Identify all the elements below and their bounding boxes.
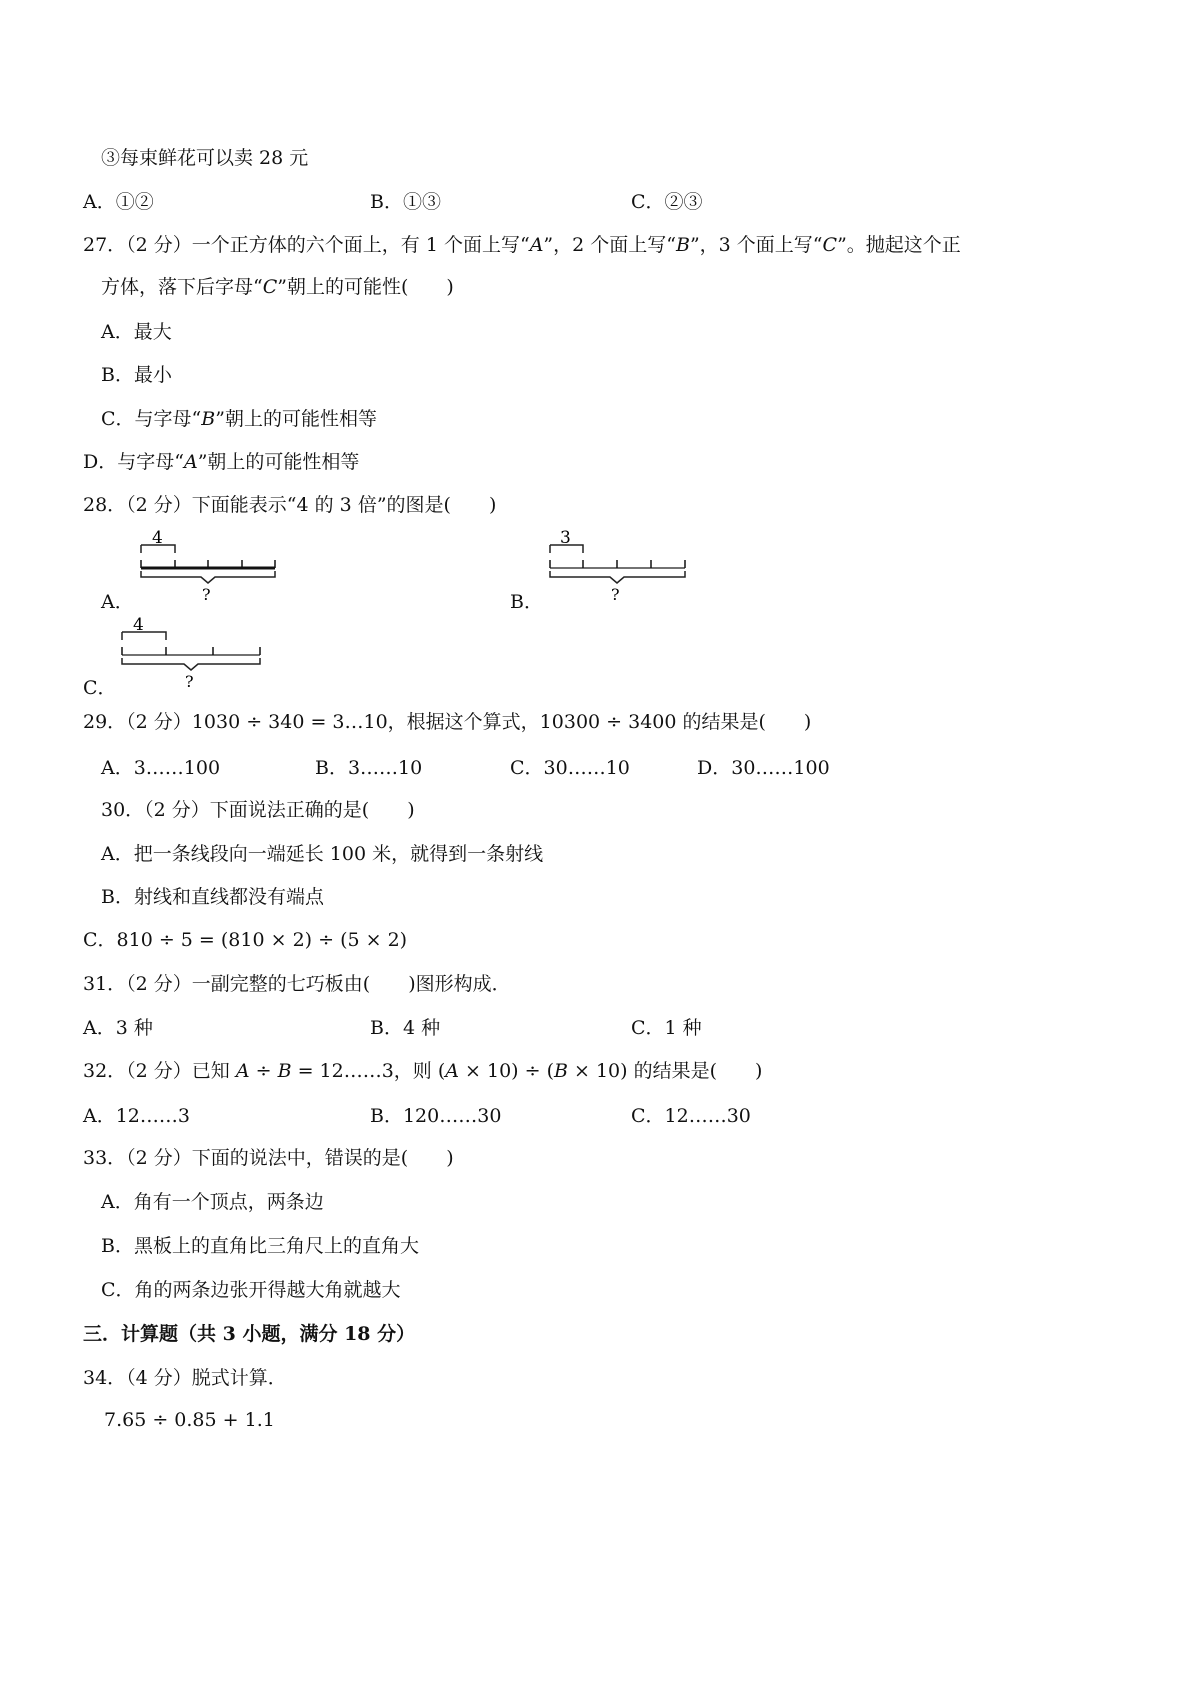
q30-option-b: B．射线和直线都没有端点 — [101, 886, 324, 908]
q26-option-b: B．①③ — [370, 191, 441, 213]
letter-a: A — [183, 451, 198, 473]
q29-option-c: C．30……10 — [510, 757, 630, 779]
figure-c-bottom-brace — [122, 658, 260, 670]
q28-stem: 28．（2 分）下面能表示“4 的 3 倍”的图是( ) — [83, 494, 497, 516]
q32-option-c: C．12……30 — [631, 1105, 751, 1127]
q27-option-a: A．最大 — [101, 321, 172, 343]
q33-option-c: C．角的两条边张开得越大角就越大 — [101, 1279, 401, 1301]
letter-b: B — [554, 1060, 568, 1082]
q30-option-a: A．把一条线段向一端延长 100 米，就得到一条射线 — [101, 843, 544, 865]
q27-stem-line2 — [101, 275, 454, 299]
q32-stem-part3: × 10) ÷ ( — [459, 1060, 554, 1082]
q34-expression: 7.65 ÷ 0.85 + 1.1 — [104, 1409, 275, 1431]
figure-c-segment-label: 4 — [133, 615, 144, 635]
section-heading: 三．计算题（共 3 小题，满分 18 分） — [83, 1323, 416, 1345]
q29-option-d: D．30……100 — [697, 757, 830, 779]
q28-figure-a — [135, 525, 280, 607]
q27-stem-part1: 27．（2 分）一个正方体的六个面上，有 1 个面上写“ — [83, 234, 530, 256]
q31-option-b: B．4 种 — [370, 1017, 441, 1039]
q33-stem: 33．（2 分）下面的说法中，错误的是( ) — [83, 1147, 454, 1169]
figure-b-ticks — [550, 560, 685, 568]
figure-a-unknown: ? — [202, 585, 211, 604]
figure-a-segment-label: 4 — [152, 528, 163, 548]
q29-stem: 29．（2 分）1030 ÷ 340 = 3…10，根据这个算式，10300 ÷ 3400 的结果是( ) — [83, 711, 812, 733]
q27-stem2-part1: 方体，落下后字母“ — [101, 276, 263, 298]
q34-stem: 34．（4 分）脱式计算． — [83, 1367, 287, 1389]
q30-option-c: C．810 ÷ 5 = (810 × 2) ÷ (5 × 2) — [83, 929, 408, 951]
letter-c: C — [262, 276, 278, 298]
q27-stem-part4: ”。抛起这个正 — [837, 234, 961, 256]
letter-a: A — [529, 234, 544, 256]
q27-option-b: B．最小 — [101, 364, 172, 386]
figure-c-ticks — [122, 647, 260, 655]
q28-option-c: C． — [83, 677, 117, 699]
q32-option-a: A．12……3 — [83, 1105, 190, 1127]
q33-option-b: B．黑板上的直角比三角尺上的直角大 — [101, 1235, 419, 1257]
letter-c: C — [822, 234, 838, 256]
q32-option-b: B．120……30 — [370, 1105, 502, 1127]
letter-b: B — [675, 234, 690, 256]
q31-option-c: C．1 种 — [631, 1017, 702, 1039]
q27-optc-part2: ”朝上的可能性相等 — [215, 408, 377, 430]
figure-b-unknown: ? — [611, 585, 620, 604]
q26-option-c: C．②③ — [631, 191, 703, 213]
q29-option-a: A．3……100 — [101, 757, 221, 779]
q27-option-c — [101, 407, 377, 431]
q32-stem-part4: × 10) 的结果是( ) — [567, 1060, 763, 1082]
letter-b: B — [201, 408, 216, 430]
q27-optd-part1: D．与字母“ — [83, 451, 184, 473]
q31-stem: 31．（2 分）一副完整的七巧板由( )图形构成． — [83, 973, 511, 995]
q31-option-a: A．3 种 — [83, 1017, 153, 1039]
figure-b-bottom-brace — [550, 571, 685, 583]
q28-option-a: A． — [101, 591, 134, 613]
q27-optc-part1: C．与字母“ — [101, 408, 202, 430]
q26-option-a: A．①② — [83, 191, 154, 213]
q28-figure-b — [545, 525, 690, 607]
q32-expression: A ÷ B — [235, 1060, 292, 1082]
q32-stem-part1: 32．（2 分）已知 — [83, 1060, 236, 1082]
q32-stem — [83, 1059, 762, 1083]
q30-stem: 30．（2 分）下面说法正确的是( ) — [101, 799, 415, 821]
q27-option-d — [83, 450, 359, 474]
figure-c-unknown: ? — [185, 672, 194, 691]
q26-condition-3: ③每束鲜花可以卖 28 元 — [101, 147, 309, 169]
q27-stem-part2: ”，2 个面上写“ — [543, 234, 676, 256]
q27-stem-line1 — [83, 233, 961, 257]
letter-a: A — [445, 1060, 459, 1082]
q28-option-b: B． — [510, 591, 543, 613]
q27-optd-part2: ”朝上的可能性相等 — [197, 451, 360, 473]
q27-stem-part3: ”，3 个面上写“ — [689, 234, 823, 256]
figure-c-top-brace — [122, 632, 166, 640]
q32-stem-part2: = 12……3，则 ( — [291, 1060, 446, 1082]
q29-option-b: B．3……10 — [315, 757, 423, 779]
figure-b-segment-label: 3 — [560, 528, 571, 548]
q33-option-a: A．角有一个顶点，两条边 — [101, 1191, 324, 1213]
figure-a-bottom-brace — [141, 571, 275, 583]
q28-figure-c — [116, 612, 266, 694]
q27-stem2-part2: ”朝上的可能性( ) — [277, 276, 454, 298]
